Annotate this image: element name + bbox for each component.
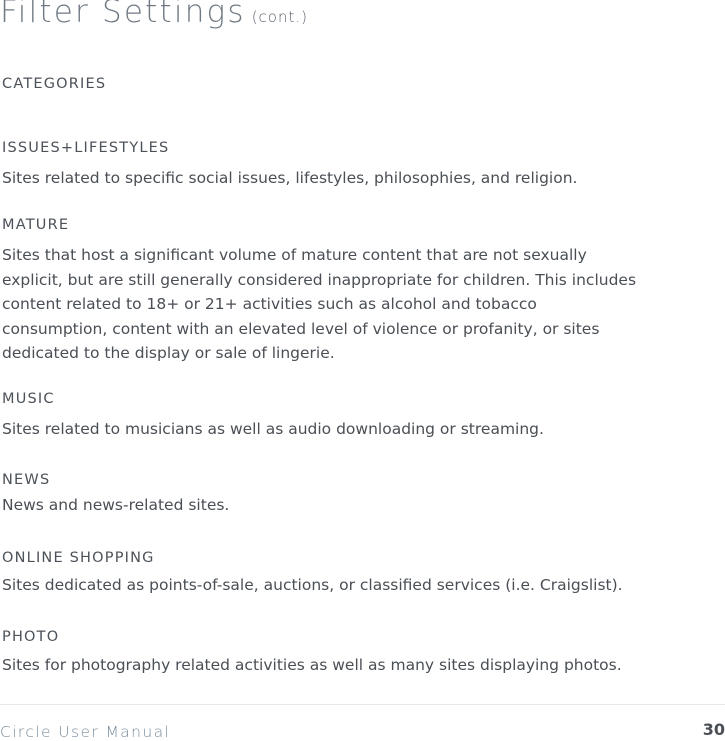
category-description-mature: Sites that host a significant volume of mature content that are not sexually explicit, but are still generally considered inappropriate for children. This includes content related to 18+ or 21+ activities such as alcohol and tobacco consumption, content with an elevated level of violence or profanity, or sites dedicated to the display or sale of lingerie.	[2, 246, 637, 362]
category-title-news: NEWS	[2, 472, 51, 488]
category-title-music: MUSIC	[2, 391, 55, 407]
category-title-online-shopping: ONLINE SHOPPING	[2, 550, 155, 566]
category-description-issues-lifestyles: Sites related to specific social issues, lifestyles, philosophies, and religion.	[2, 169, 578, 187]
category-description-online-shopping: Sites dedicated as points-of-sale, auctions, or classified services (i.e. Craigslist).	[2, 576, 623, 594]
category-title-mature: MATURE	[2, 217, 70, 233]
page-title-suffix: (cont.)	[251, 8, 308, 26]
footer-manual-title: Circle User Manual	[0, 723, 171, 741]
category-description-news: News and news-related sites.	[2, 496, 230, 514]
footer-divider	[0, 704, 725, 705]
page-title	[0, 0, 308, 30]
category-title-issues-lifestyles: ISSUES+LIFESTYLES	[2, 140, 170, 156]
page-title-text: Filter Settings	[0, 0, 246, 30]
category-description-music: Sites related to musicians as well as audio downloading or streaming.	[2, 420, 544, 438]
categories-heading: CATEGORIES	[2, 76, 107, 92]
category-description-photo: Sites for photography related activities as well as many sites displaying photos.	[2, 656, 622, 674]
page-number: 30	[702, 720, 725, 739]
category-title-photo: PHOTO	[2, 629, 60, 645]
